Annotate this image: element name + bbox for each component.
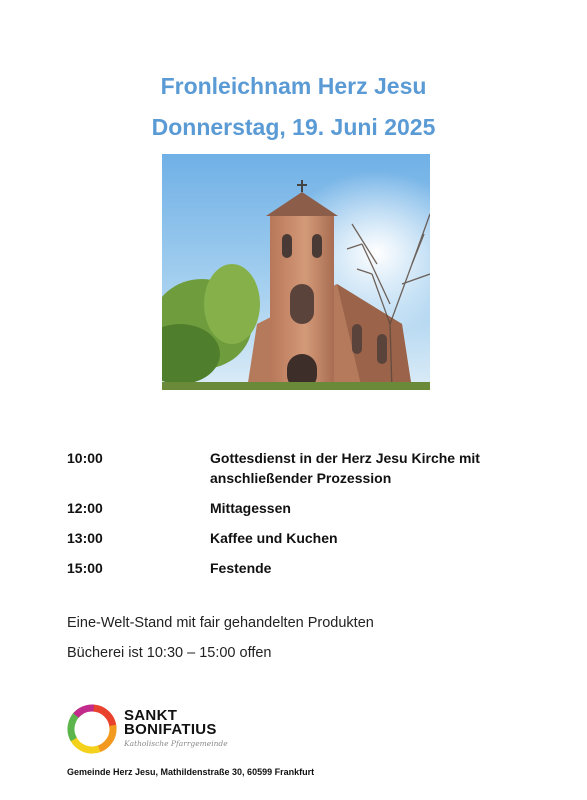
library-note: Bücherei ist 10:30 – 15:00 offen: [67, 645, 272, 661]
logo-wordmark: [124, 709, 228, 748]
schedule-time: 12:00: [67, 500, 103, 516]
schedule-event: Mittagessen: [210, 500, 291, 516]
logo-line1: SANKT: [124, 707, 178, 724]
event-date: Donnerstag, 19. Juni 2025: [151, 114, 436, 140]
logo-subtitle: Katholische Pfarrgemeinde: [124, 739, 228, 748]
page-title: Fronleichnam Herz Jesu: [160, 73, 427, 99]
church-illustration: [162, 154, 430, 390]
logo-line2: BONIFATIUS: [124, 721, 217, 738]
schedule-table: [67, 448, 537, 578]
schedule-time: 13:00: [67, 530, 103, 546]
schedule-event: Gottesdienst in der Herz Jesu Kirche mit anschließender Prozession: [210, 450, 480, 486]
footer-address: Gemeinde Herz Jesu, Mathildenstraße 30, 60599 Frankfurt: [67, 767, 315, 777]
schedule-time: 10:00: [67, 450, 103, 466]
schedule-row: [67, 448, 537, 488]
ring-logo-icon: [66, 703, 118, 755]
schedule-time: 15:00: [67, 560, 103, 576]
schedule-row: [67, 558, 537, 578]
fair-trade-note: Eine-Welt-Stand mit fair gehandelten Produkten: [67, 615, 374, 631]
schedule-event: Festende: [210, 560, 272, 576]
schedule-event: Kaffee und Kuchen: [210, 530, 338, 546]
schedule-row: [67, 498, 537, 518]
schedule-row: [67, 528, 537, 548]
church-photo: [162, 154, 430, 390]
parish-logo: [66, 703, 286, 763]
